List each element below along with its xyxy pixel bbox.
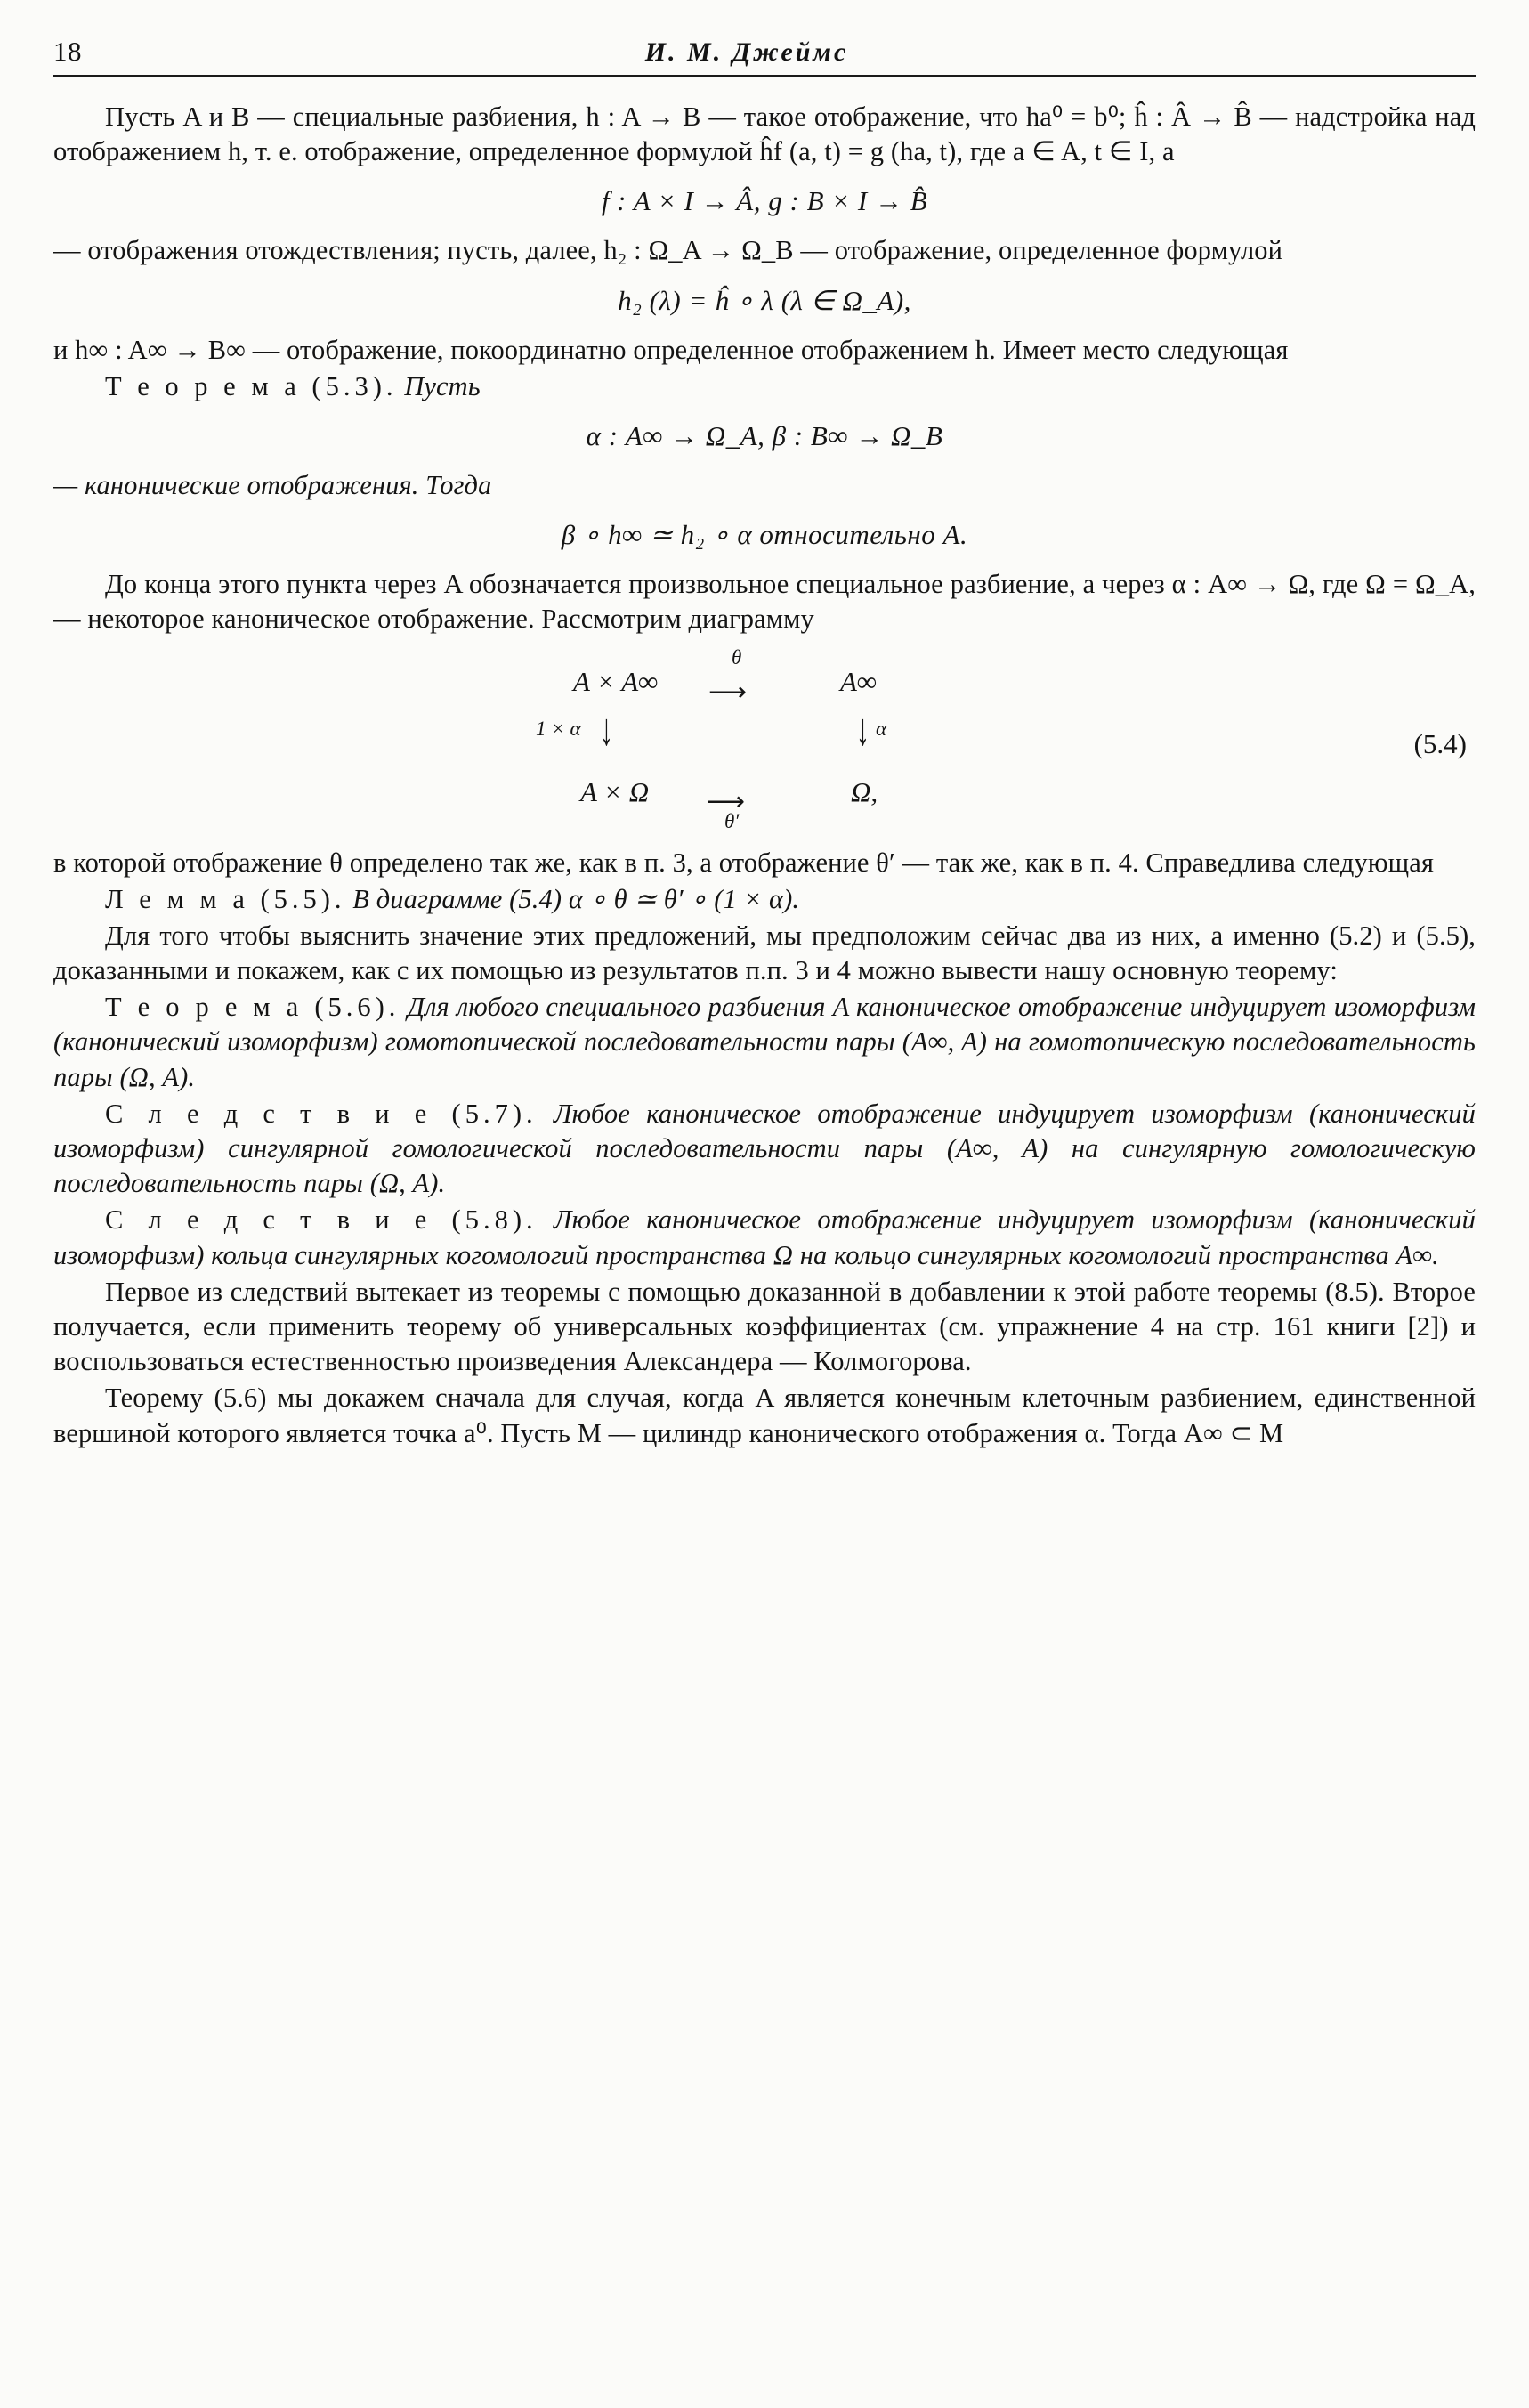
diagram-left-arrow: ↓ — [600, 704, 613, 755]
diagram-left-arrow-label: 1 × α — [536, 717, 581, 740]
diagram-right-arrow-label: α — [876, 717, 887, 740]
paragraph-7: Для того чтобы выяснить значение этих предложений, мы предположим сейчас два из них, а именно (5.2) и (5.5), доказанными и покажем, как с их помощью из результатов п.п. 3 и 4 можно вывести нашу основную теорему: — [53, 920, 1476, 986]
corollary-5-7-label: С л е д с т в и е (5.7). — [105, 1098, 538, 1129]
theorem-5-3 — [53, 369, 1476, 404]
theorem-5-3-text: Пусть — [404, 370, 481, 401]
paragraph-4: — канонические отображения. Тогда — [53, 469, 492, 500]
diagram-inner — [536, 645, 956, 832]
paragraph-1: Пусть A и B — специальные разбиения, h : A → B — такое отображение, что ha⁰ = b⁰; ĥ : Â → B̂ — надстройка над отображением h, т. е. отображение, определенное формулой ĥf (a, t) = g (ha, t), где a ∈ A, t ∈ I, а — [53, 101, 1476, 167]
paragraph-9: Теорему (5.6) мы докажем сначала для случая, когда A является конечным клеточным разбиением, единственной вершиной которого является точка a⁰. Пусть M — цилиндр канонического отображения α. Тогда A∞ ⊂ M — [53, 1382, 1476, 1448]
diagram-node-bottom-left: A × Ω — [580, 775, 650, 807]
corollary-5-8-label: С л е д с т в и е (5.8). — [105, 1204, 538, 1236]
theorem-5-6-label: Т е о р е м а (5.6). — [105, 992, 400, 1023]
diagram-top-arrow-label: θ — [732, 645, 742, 669]
corollary-5-8 — [53, 1203, 1476, 1272]
corollary-5-8-text: Любое каноническое отображение индуцирует изоморфизм (канонический изоморфизм) кольца сингулярных когомологий пространства Ω на кольцо сингулярных когомологий пространства A∞. — [53, 1204, 1476, 1270]
paragraph-2: — отображения отождествления; пусть, далее, h₂ : Ω_A → Ω_B — отображение, определенное формулой — [53, 235, 1283, 266]
paragraph-5: До конца этого пункта через A обозначается произвольное специальное разбиение, а через α : A∞ → Ω, где Ω = Ω_A, — некоторое каноническое отображение. Рассмотрим диаграмму — [53, 569, 1476, 635]
paragraph-6: в которой отображение θ определено так же, как в п. 3, а отображение θ′ — так же, как в п. 4. Справедлива следующая — [53, 847, 1435, 878]
theorem-5-6-text: Для любого специального разбиения A каноническое отображение индуцирует изоморфизм (канонический изоморфизм) гомотопической последовательности пары (A∞, A) на гомотопическую последовательность пары (Ω, A). — [53, 992, 1476, 1092]
theorem-5-6 — [53, 990, 1476, 1095]
paragraph-8: Первое из следствий вытекает из теоремы с помощью доказанной в добавлении к этой работе теоремы (8.5). Второе получается, если применить теорему об универсальных коэффициентах (см. упражнение 4 на стр. 161 книги [2]) и воспользоваться естественностью произведения Александера — Колмогорова. — [53, 1276, 1476, 1377]
equation-homotopy-relation: β ∘ h∞ ≃ h₂ ∘ α относительно A. — [561, 519, 968, 551]
lemma-5-5-label: Л е м м а (5.5). — [105, 883, 346, 914]
diagram-node-bottom-right: Ω, — [851, 775, 878, 807]
running-title: И. М. Джеймс — [644, 37, 849, 67]
lemma-5-5 — [53, 882, 1476, 917]
corollary-5-7-text: Любое каноническое отображение индуцирует изоморфизм (канонический изоморфизм) сингулярной гомологической последовательности пары (A∞, A) на сингулярную гомологическую последовательность пары (Ω, A). — [53, 1098, 1476, 1199]
diagram-node-top-left: A × A∞ — [573, 665, 659, 697]
page-content — [53, 36, 1476, 1453]
diagram-bottom-arrow: ⟶ — [707, 786, 746, 816]
page-number: 18 — [53, 36, 82, 67]
paragraph-3: и h∞ : A∞ → B∞ — отображение, покоординатно определенное отображением h. Имеет место следующая — [53, 334, 1289, 365]
page-header — [53, 36, 1476, 73]
corollary-5-7 — [53, 1097, 1476, 1202]
diagram-bottom-arrow-label: θ′ — [724, 809, 740, 832]
diagram-right-arrow: ↓ — [856, 704, 870, 755]
equation-canonical-maps: α : A∞ → Ω_A, β : B∞ → Ω_B — [586, 419, 943, 451]
diagram-top-arrow: ⟶ — [708, 677, 748, 707]
diagram-node-top-right: A∞ — [840, 665, 878, 697]
lemma-5-5-text: В диаграмме (5.4) α ∘ θ ≃ θ′ ∘ (1 × α). — [352, 883, 800, 914]
commutative-diagram — [53, 645, 1476, 832]
equation-number-5-4: (5.4) — [1413, 727, 1467, 759]
theorem-5-3-label: Т е о р е м а (5.3). — [105, 370, 398, 401]
header-rule — [53, 75, 1476, 77]
equation-identification-maps: f : A × I → Â, g : B × I → B̂ — [601, 185, 928, 217]
equation-h2-definition: h₂ (λ) = ĥ ∘ λ (λ ∈ Ω_A), — [618, 284, 911, 316]
